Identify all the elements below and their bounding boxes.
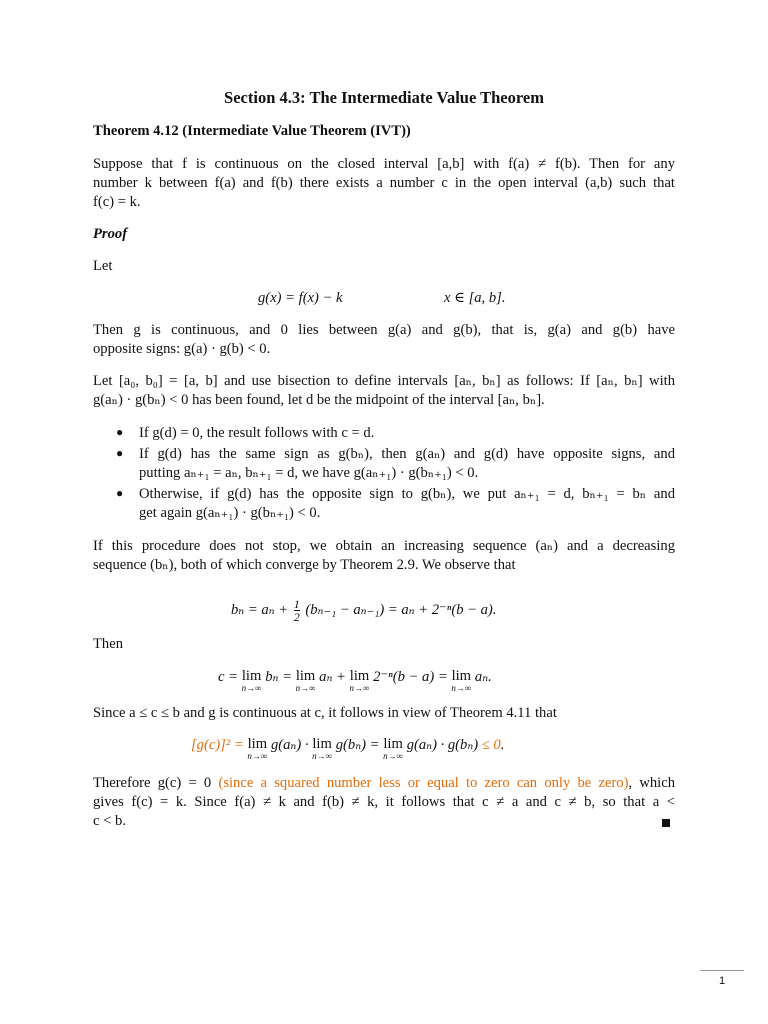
limit-operator — [296, 668, 316, 693]
lim-subscript: n→∞ — [349, 683, 370, 693]
conclusion-text: Therefore g(c) = 0 — [93, 775, 212, 791]
eq3-part: c = — [218, 669, 238, 685]
limit-operator — [312, 736, 332, 761]
let-text: Let — [93, 258, 113, 274]
bullet-marker: ● — [116, 486, 124, 500]
bullet-2-line-1: If g(d) has the same sign as g(bₙ), then g(aₙ) and g(d) have opposite signs, and — [139, 446, 675, 462]
bullet-3-line-2: get again g(aₙ₊₁) · g(bₙ₊₁) < 0. — [139, 505, 321, 521]
paragraph-3-line-1: Let [a₀, b₀] = [a, b] and use bisection to define intervals [aₙ, bₙ] as follows: If [aₙ, bₙ] with — [93, 373, 675, 389]
eq4-period: . — [500, 737, 505, 753]
lim-word: lim — [241, 668, 262, 684]
limit-operator — [242, 668, 262, 693]
bullet-2-line-2: putting aₙ₊₁ = aₙ, bₙ₊₁ = d, we have g(aₙ₊₁) · g(bₙ₊₁) < 0. — [139, 465, 479, 481]
footer-divider — [700, 970, 744, 971]
paragraph-5: Since a ≤ c ≤ b and g is continuous at c, it follows in view of Theorem 4.11 that — [93, 705, 557, 721]
conclusion-tail: , which — [628, 775, 676, 791]
limit-operator — [247, 736, 267, 761]
lim-word: lim — [312, 736, 332, 752]
proof-heading: Proof — [93, 226, 128, 242]
theorem-heading: Theorem 4.12 (Intermediate Value Theorem (IVT)) — [93, 123, 411, 139]
fraction-one-half — [294, 598, 300, 623]
statement-line-2: number k between f(a) and f(b) there exists a number c in the open interval (a,b) such that — [93, 175, 675, 191]
paragraph-3-line-2: g(aₙ) · g(bₙ) < 0 has been found, let d be the midpoint of the interval [aₙ, bₙ]. — [93, 392, 545, 408]
paragraph-2-line-1: Then g is continuous, and 0 lies between g(a) and g(b), that is, g(a) and g(b) have — [93, 322, 675, 338]
lim-word: lim — [349, 668, 370, 684]
equation-limit-c — [218, 668, 492, 693]
lim-subscript: n→∞ — [295, 683, 316, 693]
lim-word: lim — [247, 736, 268, 752]
paragraph-6-line-3: c < b. — [93, 813, 126, 829]
paragraph-4-line-1: If this procedure does not stop, we obtain an increasing sequence (aₙ) and a decreasing — [93, 538, 675, 554]
highlight-note: (since a squared number less or equal to zero can only be zero) — [218, 775, 629, 791]
section-title: Section 4.3: The Intermediate Value Theorem — [224, 88, 544, 107]
equation-bisection-right: (bₙ₋₁ − aₙ₋₁) = aₙ + 2⁻ⁿ(b − a). — [305, 601, 497, 618]
lim-subscript: n→∞ — [383, 751, 404, 761]
highlight-squared: [g(c)]² = — [191, 737, 244, 753]
lim-word: lim — [383, 736, 403, 752]
limit-operator — [350, 668, 370, 693]
fraction-numerator: 1 — [293, 597, 300, 611]
lim-word: lim — [451, 668, 472, 684]
equation-squared — [191, 736, 504, 761]
eq4-part: g(aₙ) · — [270, 737, 309, 753]
eq3-part: aₙ + — [319, 669, 346, 685]
fraction-denominator: 2 — [293, 610, 300, 624]
paragraph-6-line-1 — [93, 774, 675, 792]
lim-subscript: n→∞ — [451, 683, 472, 693]
eq3-part: aₙ. — [474, 669, 492, 685]
paragraph-6-line-2: gives f(c) = k. Since f(a) ≠ k and f(b) ≠ k, it follows that c ≠ a and c ≠ b, so that a < — [93, 794, 675, 810]
equation-bisection — [231, 598, 496, 623]
then-text: Then — [93, 636, 123, 652]
page-number: 1 — [718, 975, 726, 987]
bullet-marker: ● — [116, 425, 124, 439]
eq4-part: g(bₙ) = — [335, 737, 380, 753]
lim-subscript: n→∞ — [247, 751, 268, 761]
equation-bisection-left: bₙ = aₙ + — [231, 601, 289, 618]
statement-line-1: Suppose that f is continuous on the closed interval [a,b] with f(a) ≠ f(b). Then for any — [93, 156, 675, 172]
limit-operator — [451, 668, 471, 693]
eq3-part: bₙ = — [265, 669, 292, 685]
paragraph-4-line-2: sequence (bₙ), both of which converge by Theorem 2.9. We observe that — [93, 557, 516, 573]
lim-subscript: n→∞ — [312, 751, 333, 761]
limit-operator — [383, 736, 403, 761]
lim-word: lim — [295, 668, 316, 684]
bullet-1-line-1: If g(d) = 0, the result follows with c = d. — [139, 425, 375, 441]
equation-domain: x ∈ [a, b]. — [444, 290, 506, 306]
paragraph-2-line-2: opposite signs: g(a) · g(b) < 0. — [93, 341, 271, 357]
highlight-leq-zero: ≤ 0 — [481, 737, 501, 753]
statement-line-3: f(c) = k. — [93, 194, 141, 210]
qed-square-icon — [662, 819, 670, 827]
bullet-3-line-1: Otherwise, if g(d) has the opposite sign to g(bₙ), we put aₙ₊₁ = d, bₙ₊₁ = bₙ and — [139, 486, 675, 502]
equation-g-definition: g(x) = f(x) − k — [258, 290, 343, 306]
eq3-part: 2⁻ⁿ(b − a) = — [373, 669, 448, 685]
lim-subscript: n→∞ — [241, 683, 262, 693]
eq4-part: g(aₙ) · g(bₙ) — [406, 737, 479, 753]
bullet-marker: ● — [116, 446, 124, 460]
